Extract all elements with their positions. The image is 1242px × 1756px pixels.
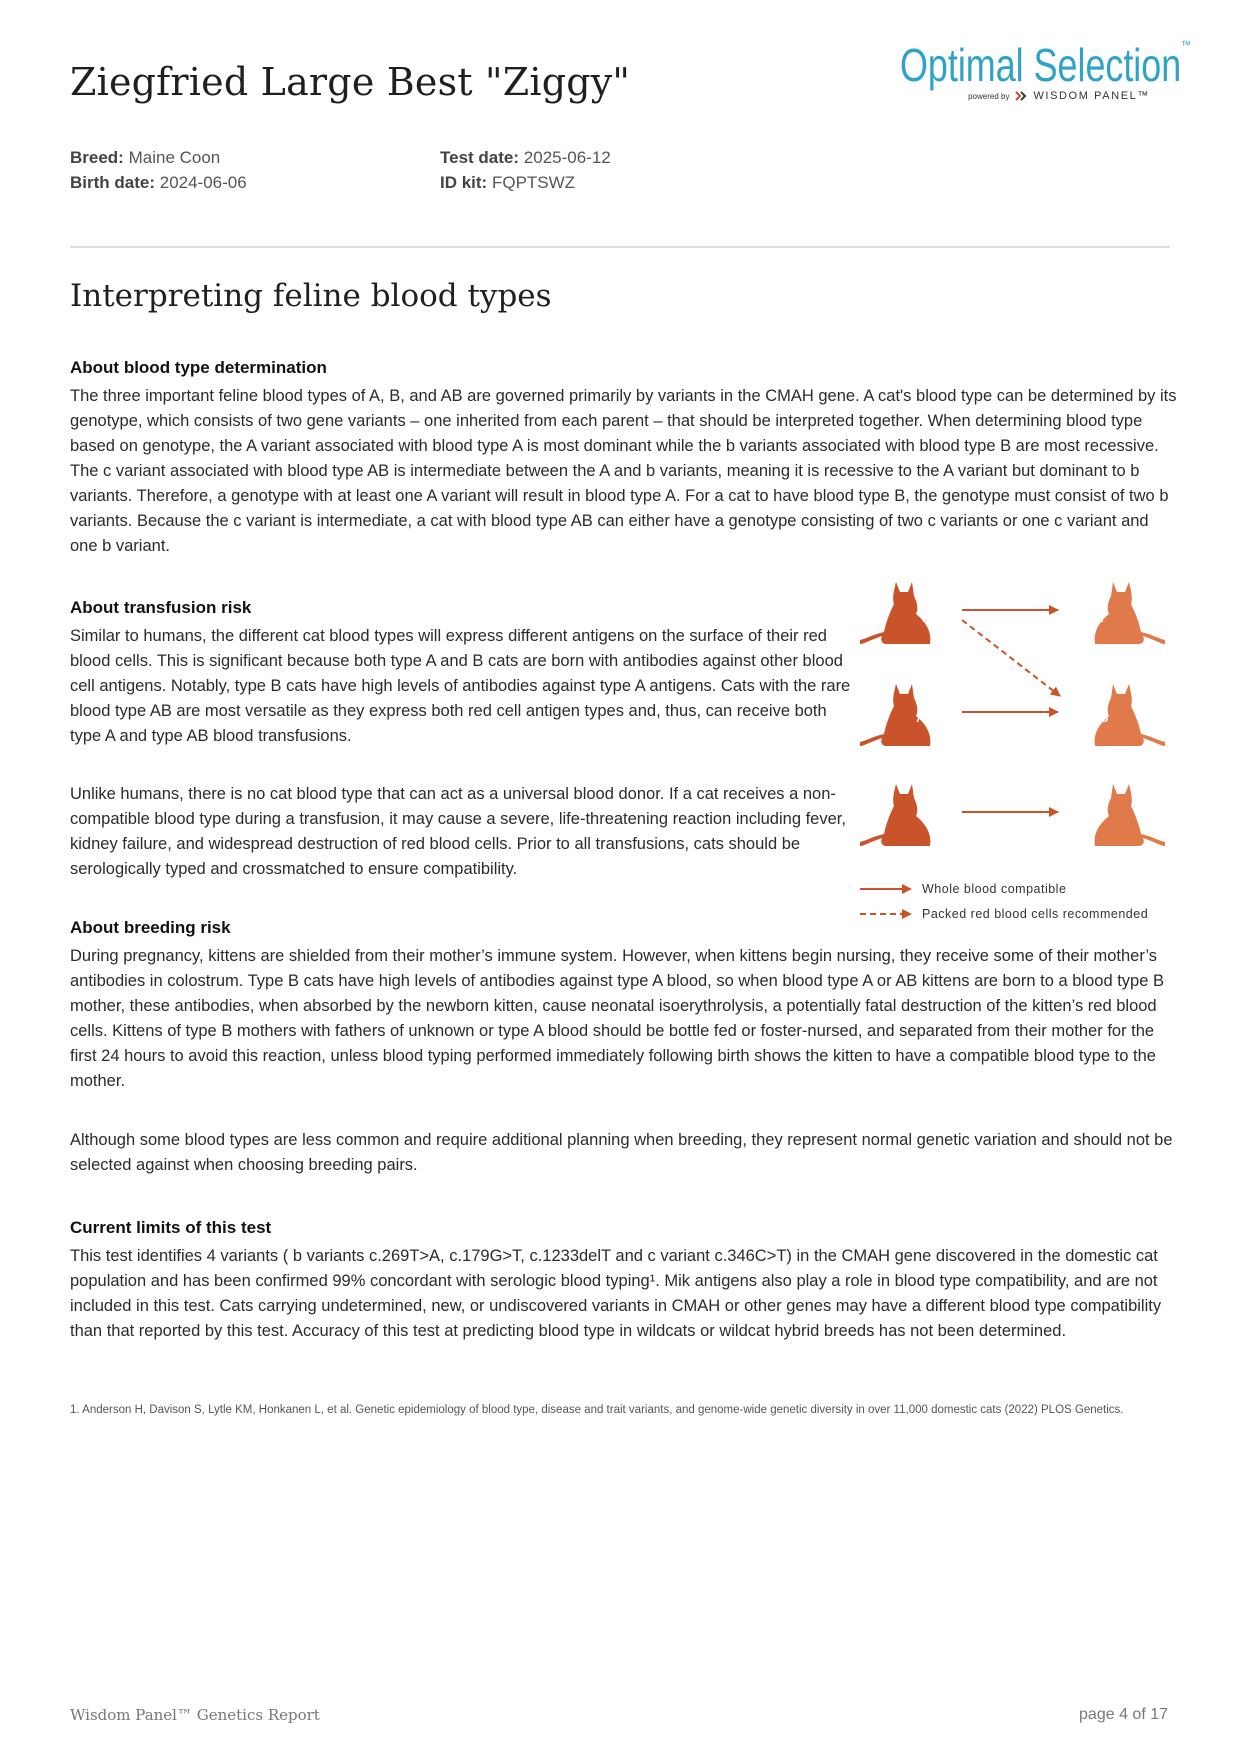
solid-arrow-icon	[860, 883, 912, 895]
test-date-field: Test date: 2025-06-12	[440, 148, 611, 167]
donor-cat-a	[860, 582, 934, 644]
cat-silhouette-icon	[1092, 582, 1165, 644]
cat-silhouette-icon	[860, 784, 930, 846]
header-divider	[70, 246, 1170, 248]
wisdom-panel-mark-icon	[1015, 90, 1027, 102]
transfusion-body-2: Unlike humans, there is no cat blood type that can act as a universal blood donor. If a cat receives a non-compatible blood type during a transfusion, it may cause a severe, life-threatening reaction including fever, kidney failure, and widespread destruction of red blood cells. Prior to all transfusions, cats should be serologically typed and crossmatched to ensure compatibility.	[70, 785, 846, 878]
pet-name-title: Ziegfried Large Best "Ziggy"	[70, 60, 631, 104]
breed-field: Breed: Maine Coon	[70, 148, 221, 167]
svg-text:A: A	[1092, 609, 1104, 626]
page-title: Interpreting feline blood types	[70, 278, 552, 314]
donor-cat-ab	[860, 684, 938, 746]
svg-text:A: A	[922, 609, 934, 626]
recipient-cat-ab	[1087, 684, 1165, 746]
svg-text:B: B	[922, 811, 934, 828]
recipient-cat-b	[1093, 784, 1165, 846]
breeding-body-1: During pregnancy, kittens are shielded from their mother’s immune system. However, when kittens begin nursing, they receive some of their mother’s antibodies in colostrum. Type B cats have high levels of antibodies against type A blood, so when blood type A or AB kittens are born to a blood type B mother, these antibodies, when absorbed by the newborn kitten, cause neonatal isoerythrolysis, a potentially fatal destruction of the kitten’s red blood cells. Kittens of type B mothers with fathers of unknown or type A blood should be bottle fed or foster-nursed, and separated from their mother for the first 24 hours to avoid this reaction, unless blood typing performed immediately following birth shows the kitten to have a compatible blood type to the mother.	[70, 947, 1164, 1090]
footer-report-name: Wisdom Panel™ Genetics Report	[70, 1706, 320, 1724]
transfusion-heading: About transfusion risk	[70, 598, 252, 617]
birth-date-field: Birth date: 2024-06-06	[70, 173, 247, 192]
footnote: 1. Anderson H, Davison S, Lytle KM, Honkanen L, et al. Genetic epidemiology of blood type, disease and trait variants, and genome-wide genetic diversity in over 11,000 domestic cats (2022) PLOS Genetics.	[70, 1404, 1124, 1416]
determination-heading: About blood type determination	[70, 358, 327, 377]
donor-cat-b	[860, 784, 933, 846]
legend-solid: Whole blood compatible	[860, 882, 1066, 896]
transfusion-body-1: Similar to humans, the different cat blood types will express different antigens on the surface of their red blood cells. This is significant because both type A and B cats are born with antibodies against other blood cell antigens. Notably, type B cats have high levels of antibodies against type A antigens. Cats with the rare blood type AB are most versatile as they express both red cell antigen types and, thus, can receive both type A and type AB blood transfusions.	[70, 627, 851, 745]
breeding-body-2: Although some blood types are less common and require additional planning when breeding, they represent normal genetic variation and should not be selected against when choosing breeding pairs.	[70, 1131, 1173, 1174]
recipient-cat-a	[1093, 582, 1165, 644]
legend-dashed: Packed red blood cells recommended	[860, 907, 1148, 921]
limits-heading: Current limits of this test	[70, 1218, 272, 1237]
page-number: page 4 of 17	[1079, 1706, 1168, 1723]
dashed-arrow-icon	[860, 908, 912, 920]
limits-body: This test identifies 4 variants ( b variants c.269T>A, c.179G>T, c.1233delT and c variant c.346C>T) in the CMAH gene discovered in the domestic cat population and has been confirmed 99% concordant with serologic blood typing¹. Mik antigens also play a role in blood type compatibility, and are not included in this test. Cats carrying undetermined, new, or undiscovered variants in CMAH or other genes may have a different blood type compatibility than that reported by this test. Accuracy of this test at predicting blood type in wildcats or wildcat hybrid breeds has not been determined.	[70, 1247, 1162, 1340]
blood-compatibility-diagram	[860, 572, 1180, 912]
arrow-a-to-ab-dashed	[962, 620, 1060, 696]
cat-silhouette-icon	[1092, 784, 1165, 846]
breeding-heading: About breeding risk	[70, 918, 231, 937]
id-kit-field: ID kit: FQPTSWZ	[440, 173, 576, 192]
svg-text:B: B	[1092, 811, 1104, 828]
cat-silhouette-icon	[860, 582, 930, 644]
determination-body: The three important feline blood types of A, B, and AB are governed primarily by variants in the CMAH gene. A cat's blood type can be determined by its genotype, which consists of two gene variants – one inherited from each parent – that should be interpreted together. When determining blood type based on genotype, the A variant associated with blood type A is most dominant while the b variants associated with blood type B are most recessive. The c variant associated with blood type AB is intermediate between the A and b variants, meaning it is recessive to the A variant but dominant to b variants. Therefore, a genotype with at least one A variant will result in blood type A. For a cat to have blood type B, the genotype must consist of two b variants. Because the c variant is intermediate, a cat with blood type AB can either have a genotype consisting of two c variants or one c variant and one b variant.	[70, 387, 1177, 555]
optimal-selection-logo: Optimal Selection™ powered by WISDOM PANEL™	[900, 38, 1191, 102]
svg-text:AB: AB	[1087, 709, 1109, 726]
svg-text:AB: AB	[916, 709, 938, 726]
